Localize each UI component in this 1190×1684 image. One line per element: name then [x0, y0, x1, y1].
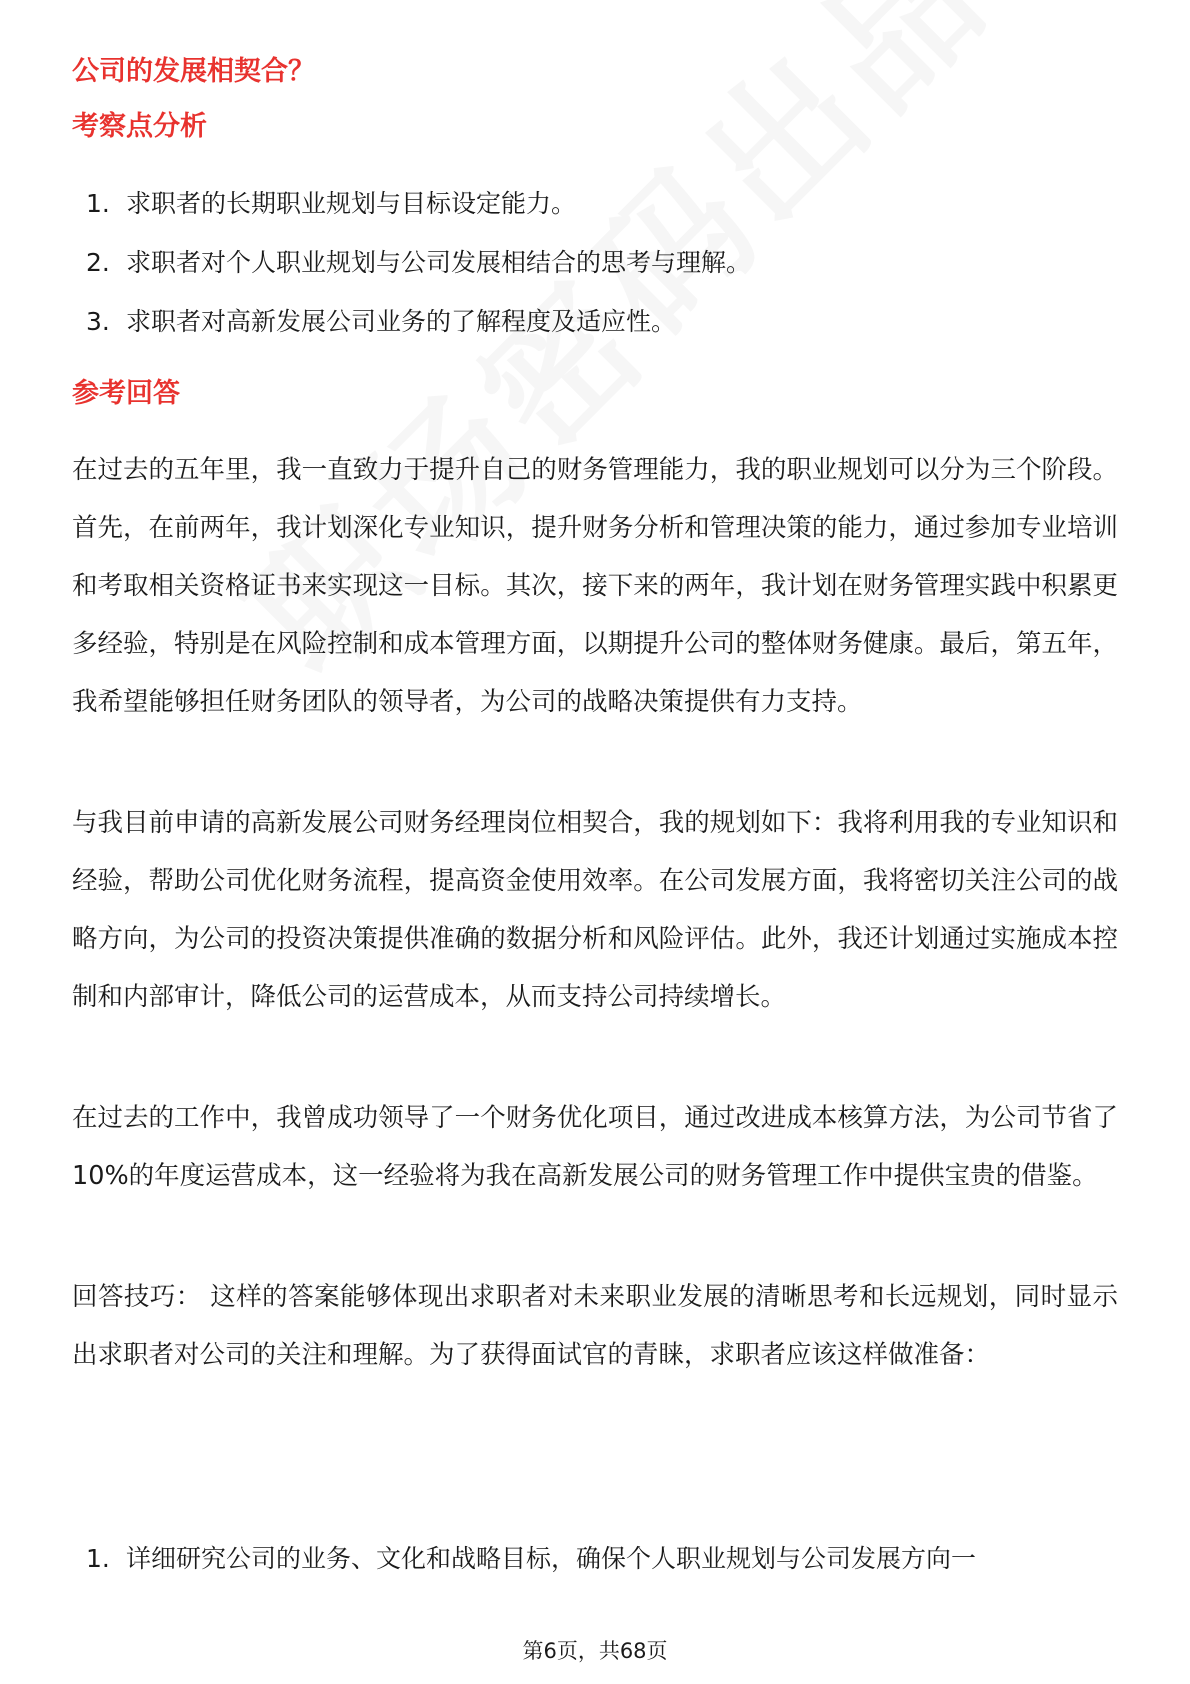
list-item [72, 304, 751, 363]
answer-paragraph: 在过去的工作中，我曾成功领导了一个财务优化项目，通过改进成本核算方法，为公司节省了10%的年度运营成本，这一经验将为我在高新发展公司的财务管理工作中提供宝贵的借鉴。 [72, 1103, 1118, 1191]
list-item-number: 2. [86, 248, 110, 277]
list-item-number: 1. [86, 189, 110, 218]
list-item-text: 求职者对高新发展公司业务的了解程度及适应性。 [126, 307, 677, 336]
answer-paragraph: 与我目前申请的高新发展公司财务经理岗位相契合，我的规划如下：我将利用我的专业知识和经验，帮助公司优化财务流程，提高资金使用效率。在公司发展方面，我将密切关注公司的战略方向，为公司的投资决策提供准确的数据分析和风险评估。此外，我还计划通过实施成本控制和内部审计，降低公司的运营成本，从而支持公司持续增长。 [72, 808, 1118, 1012]
list-item-number: 3. [86, 307, 110, 336]
list-item-text: 求职者对个人职业规划与公司发展相结合的思考与理解。 [126, 248, 752, 277]
analysis-list [72, 186, 751, 363]
analysis-heading: 考察点分析 [72, 111, 207, 142]
list-item [72, 186, 751, 245]
answer-heading: 参考回答 [72, 378, 180, 409]
page-number-footer: 第6页，共68页 [522, 1639, 668, 1663]
list-item [72, 245, 751, 304]
list-item-text: 求职者的长期职业规划与目标设定能力。 [126, 189, 577, 218]
list-item-text: 详细研究公司的业务、文化和战略目标，确保个人职业规划与公司发展方向一 [126, 1544, 977, 1573]
list-item [72, 1541, 976, 1577]
tips-list [72, 1541, 976, 1577]
list-item-number: 1. [86, 1544, 110, 1573]
answer-paragraph: 在过去的五年里，我一直致力于提升自己的财务管理能力，我的职业规划可以分为三个阶段。首先，在前两年，我计划深化专业知识，提升财务分析和管理决策的能力，通过参加专业培训和考取相关资格证书来实现这一目标。其次，接下来的两年，我计划在财务管理实践中积累更多经验，特别是在风险控制和成本管理方面，以期提升公司的整体财务健康。最后，第五年，我希望能够担任财务团队的领导者，为公司的战略决策提供有力支持。 [72, 455, 1118, 717]
continued-question-heading: 公司的发展相契合？ [72, 56, 315, 87]
answer-tips-paragraph: 回答技巧： 这样的答案能够体现出求职者对未来职业发展的清晰思考和长远规划，同时显示出求职者对公司的关注和理解。为了获得面试官的青睐，求职者应该这样做准备： [72, 1282, 1118, 1370]
